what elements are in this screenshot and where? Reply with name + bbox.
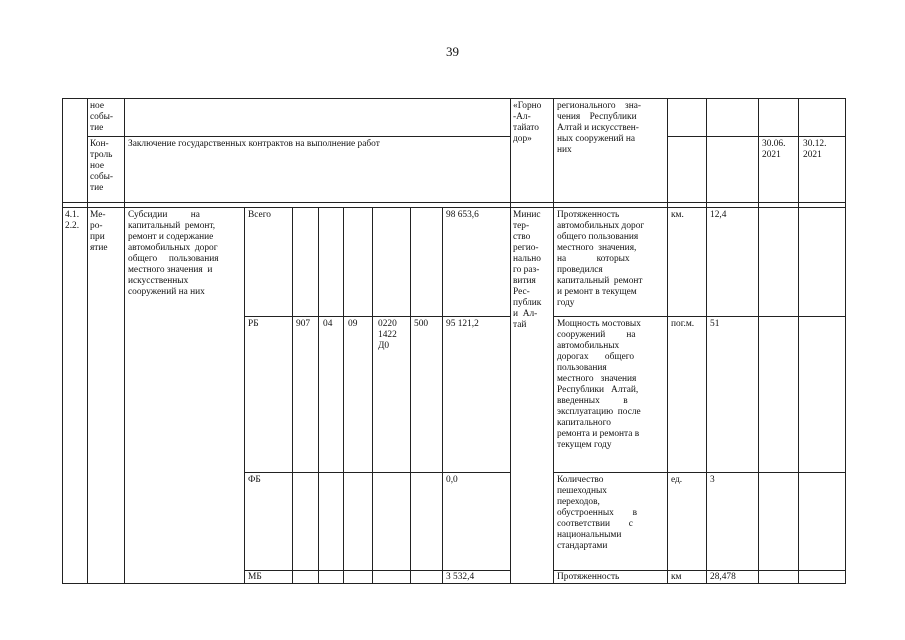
table-col-line <box>410 207 411 584</box>
table-row-line <box>244 472 510 473</box>
table-col-line <box>318 207 319 584</box>
table-col-line <box>87 98 88 584</box>
indicator-cell: Мощность мостовых сооружений на автомобильных дорогах общего пользования местного значения Республики Алтай, введенных в эксплуатацию после капитального ремонта и ремонта в текущем году <box>557 319 641 450</box>
table-border-right <box>845 98 846 584</box>
unit-cell: км <box>671 572 682 582</box>
event-type-cell: ное собы- тие <box>90 101 114 133</box>
table-col-line <box>292 207 293 584</box>
indicator-cell: Протяженность автомобильных дорог общего пользования местного значения, на которых проведился капитальный ремонт и ремонт в текущем году <box>557 210 645 308</box>
expense-type-cell: 500 <box>414 319 429 329</box>
unit-cell: пог.м. <box>671 319 695 329</box>
value-cell: 3 <box>710 475 715 485</box>
indicator-cell: регионального зна- чения Республики Алтай и искусствен- ных сооружений на них <box>557 101 641 155</box>
table-col-line <box>758 98 759 584</box>
unit-cell: км. <box>671 210 684 220</box>
table-row-line <box>244 316 510 317</box>
indicator-cell: Протяженность <box>557 572 620 582</box>
item-type-cell: Ме- ро- при ятие <box>90 210 108 253</box>
table-row-line <box>244 570 510 571</box>
table-col-line <box>343 207 344 584</box>
date-end-cell: 30.12. 2021 <box>803 139 827 160</box>
event-type-cell: Кон- троль ное собы- тие <box>90 139 114 193</box>
value-cell: 51 <box>710 319 720 329</box>
item-number-cell: 4.1. 2.2. <box>65 210 80 231</box>
value-cell: 28,478 <box>710 572 736 582</box>
subsection-cell: 09 <box>348 319 358 329</box>
table-border-left <box>62 98 63 584</box>
table-row-line <box>87 136 510 137</box>
target-article-cell: 0220 1422 Д0 <box>378 319 397 351</box>
funding-source-cell: ФБ <box>248 475 261 485</box>
funding-source-cell: Всего <box>248 210 271 220</box>
indicator-cell: Количество пешеходных переходов, обустроенных в соответствии с национальными стандартами <box>557 475 638 551</box>
table-col-line <box>510 98 511 584</box>
date-start-cell: 30.06. 2021 <box>762 139 786 160</box>
unit-cell: ед. <box>671 475 683 485</box>
table-row-line <box>553 316 845 317</box>
table-col-line <box>667 98 668 584</box>
event-description-cell: Заключение государственных контрактов на выполнение работ <box>128 139 380 149</box>
table-row-line <box>667 136 845 137</box>
amount-cell: 3 532,4 <box>446 572 475 582</box>
grbs-cell: 907 <box>296 319 311 329</box>
amount-cell: 98 653,6 <box>446 210 479 220</box>
executor-cell: Минис тер- ство регио- нально го раз- вития Рес- публик и Ал- тай <box>513 210 542 330</box>
table-border-top <box>62 98 845 99</box>
table-col-line <box>553 98 554 584</box>
table-col-line <box>244 207 245 584</box>
executor-cell: «Горно -Ал- тайато дор» <box>513 101 542 144</box>
table-col-line <box>798 98 799 584</box>
table-col-line <box>442 207 443 584</box>
table-border-bottom <box>62 583 845 584</box>
value-cell: 12,4 <box>710 210 727 220</box>
table-row-line <box>553 570 845 571</box>
amount-cell: 0,0 <box>446 475 458 485</box>
page-number: 39 <box>446 44 459 59</box>
table-col-line <box>124 98 125 584</box>
table-row-line <box>553 472 845 473</box>
funding-source-cell: МБ <box>248 572 262 582</box>
funding-source-cell: РБ <box>248 319 259 329</box>
item-name-cell: Субсидии на капитальный ремонт, ремонт и содержание автомобильных дорог общего пользования местного значения и искусственных сооружений на них <box>128 210 219 297</box>
section-cell: 04 <box>323 319 333 329</box>
table-row-line <box>62 207 845 208</box>
table-col-line <box>706 98 707 584</box>
table-col-line <box>372 207 373 584</box>
table-row-line <box>62 202 845 203</box>
amount-cell: 95 121,2 <box>446 319 479 329</box>
